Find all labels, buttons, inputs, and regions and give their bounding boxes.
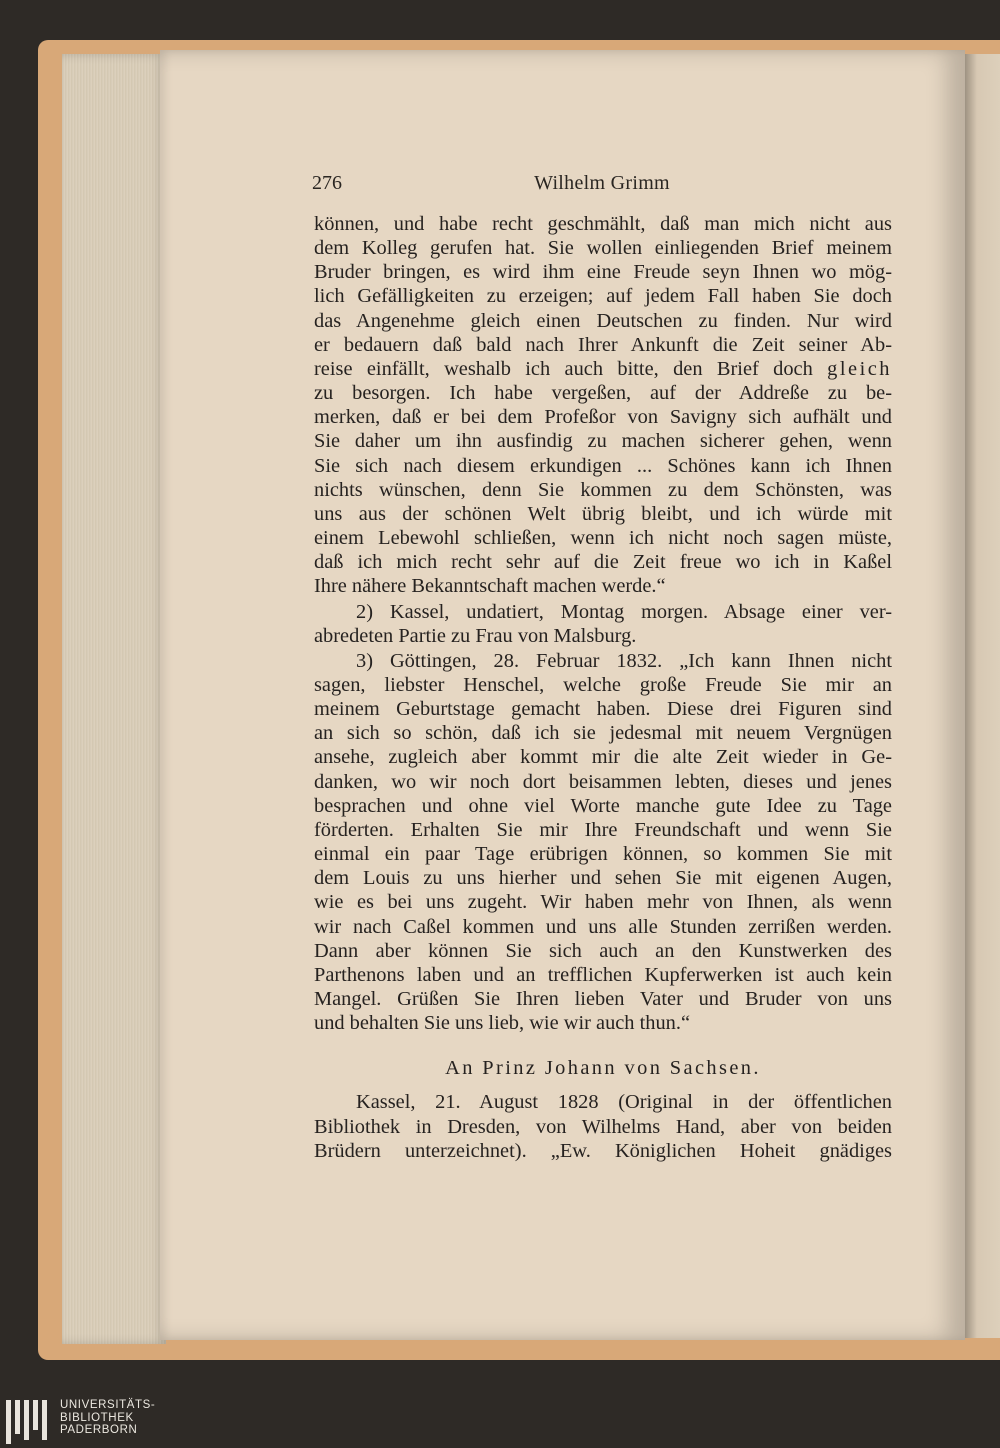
text-line: lich Gefälligkeiten zu erzeigen; auf jedem Fall haben Sie doch bbox=[314, 285, 892, 308]
text-line: zu besorgen. Ich habe vergeßen, auf der Addreße zu be- bbox=[314, 382, 892, 405]
text-line: dem Kolleg gerufen hat. Sie wollen einliegenden Brief meinem bbox=[314, 237, 892, 260]
page-text bbox=[314, 212, 892, 1163]
emphasized-word: gleich bbox=[827, 357, 892, 380]
text-line: wir nach Caßel kommen und uns alle Stunden zerrißen werden. bbox=[314, 915, 892, 938]
next-page-edge bbox=[965, 54, 1000, 1338]
text-line: an sich so schön, daß ich sie jedesmal mit neuem Vergnügen bbox=[314, 722, 892, 745]
logo-bars-icon bbox=[6, 1400, 50, 1444]
text-line: dem Louis zu uns hierher und sehen Sie mit eigenen Augen, bbox=[314, 867, 892, 890]
page-number: 276 bbox=[312, 172, 342, 194]
text-line: Mangel. Grüßen Sie Ihren lieben Vater und Bruder von uns bbox=[314, 988, 892, 1010]
text-line: besprachen und ohne viel Worte manche gute Idee zu Tage bbox=[314, 794, 892, 817]
text-line: merken, daß er bei dem Profeßor von Savigny sich aufhält und bbox=[314, 406, 892, 429]
page-edges bbox=[62, 54, 166, 1344]
logo-line: PADERBORN bbox=[60, 1424, 138, 1436]
text-line: er bedauern daß bald nach Ihrer Ankunft die Zeit seiner Ab- bbox=[314, 333, 892, 356]
text-line: Bruder bringen, es wird ihm eine Freude seyn Ihnen wo mög- bbox=[314, 261, 892, 284]
text-fragment: reise einfällt, weshalb ich auch bitte, den Brief doch bbox=[314, 357, 813, 380]
text-line: Bibliothek in Dresden, von Wilhelms Hand, aber von beiden bbox=[314, 1115, 892, 1138]
text-line: 3) Göttingen, 28. Februar 1832. „Ich kann Ihnen nicht bbox=[356, 649, 892, 672]
text-line: sagen, liebster Henschel, welche große Freude Sie mir an bbox=[314, 673, 892, 696]
text-line: abredeten Partie zu Frau von Malsburg. bbox=[314, 624, 637, 647]
text-line: können, und habe recht geschmählt, daß man mich nicht aus bbox=[314, 213, 892, 235]
running-header bbox=[312, 172, 892, 202]
text-line: förderten. Erhalten Sie mir Ihre Freundschaft und wenn Sie bbox=[314, 818, 892, 841]
text-line: Kassel, 21. August 1828 (Original in der öffentlichen bbox=[356, 1091, 892, 1114]
text-line: meinem Geburtstage gemacht haben. Diese drei Figuren sind bbox=[314, 698, 892, 721]
text-line: ansehe, zugleich aber kommt mir die alte Zeit wieder in Ge- bbox=[314, 746, 892, 769]
logo-line: UNIVERSITÄTS- bbox=[60, 1399, 156, 1411]
logo-line: BIBLIOTHEK bbox=[60, 1411, 134, 1424]
running-title: Wilhelm Grimm bbox=[534, 172, 670, 194]
text-line: 2) Kassel, undatiert, Montag morgen. Absage einer ver- bbox=[356, 600, 892, 623]
text-line: uns aus der schönen Welt übrig bleibt, und ich würde mit bbox=[314, 502, 892, 525]
text-line: Dann aber können Sie sich auch an den Kunstwerken des bbox=[314, 939, 892, 962]
text-line: das Angenehme gleich einen Deutschen zu finden. Nur wird bbox=[314, 309, 892, 332]
text-line: Brüdern unterzeichnet). „Ew. Königlichen Hoheit gnädiges bbox=[314, 1139, 892, 1162]
text-line: Sie sich nach diesem erkundigen ... Schönes kann ich Ihnen bbox=[314, 454, 892, 477]
logo-text bbox=[60, 1399, 155, 1437]
section-heading: An Prinz Johann von Sachsen. bbox=[445, 1057, 761, 1080]
text-line: einem Lebewohl schließen, wenn ich nicht noch sagen müste, bbox=[314, 527, 892, 550]
text-line: und behalten Sie uns lieb, wie wir auch thun.“ bbox=[314, 1012, 691, 1035]
text-line: danken, wo wir noch dort beisammen lebten, dieses und jenes bbox=[314, 770, 892, 793]
text-line: wie es bei uns zugeht. Wir haben mehr von Ihnen, als wenn bbox=[314, 891, 892, 914]
text-line: Sie daher um ihn ausfindig zu machen sicherer gehen, wenn bbox=[314, 430, 892, 453]
text-line: daß ich mich recht sehr auf die Zeit freue wo ich in Kaßel bbox=[314, 551, 892, 574]
library-logo bbox=[6, 1398, 186, 1444]
text-line: Parthenons laben und an trefflichen Kupferwerken ist auch kein bbox=[314, 963, 892, 986]
text-line: Ihre nähere Bekanntschaft machen werde.“ bbox=[314, 575, 666, 598]
text-line bbox=[314, 357, 892, 381]
text-line: einmal ein paar Tage erübrigen können, so kommen Sie mit bbox=[314, 843, 892, 866]
text-line: nichts wünschen, denn Sie kommen zu dem Schönsten, was bbox=[314, 478, 892, 501]
